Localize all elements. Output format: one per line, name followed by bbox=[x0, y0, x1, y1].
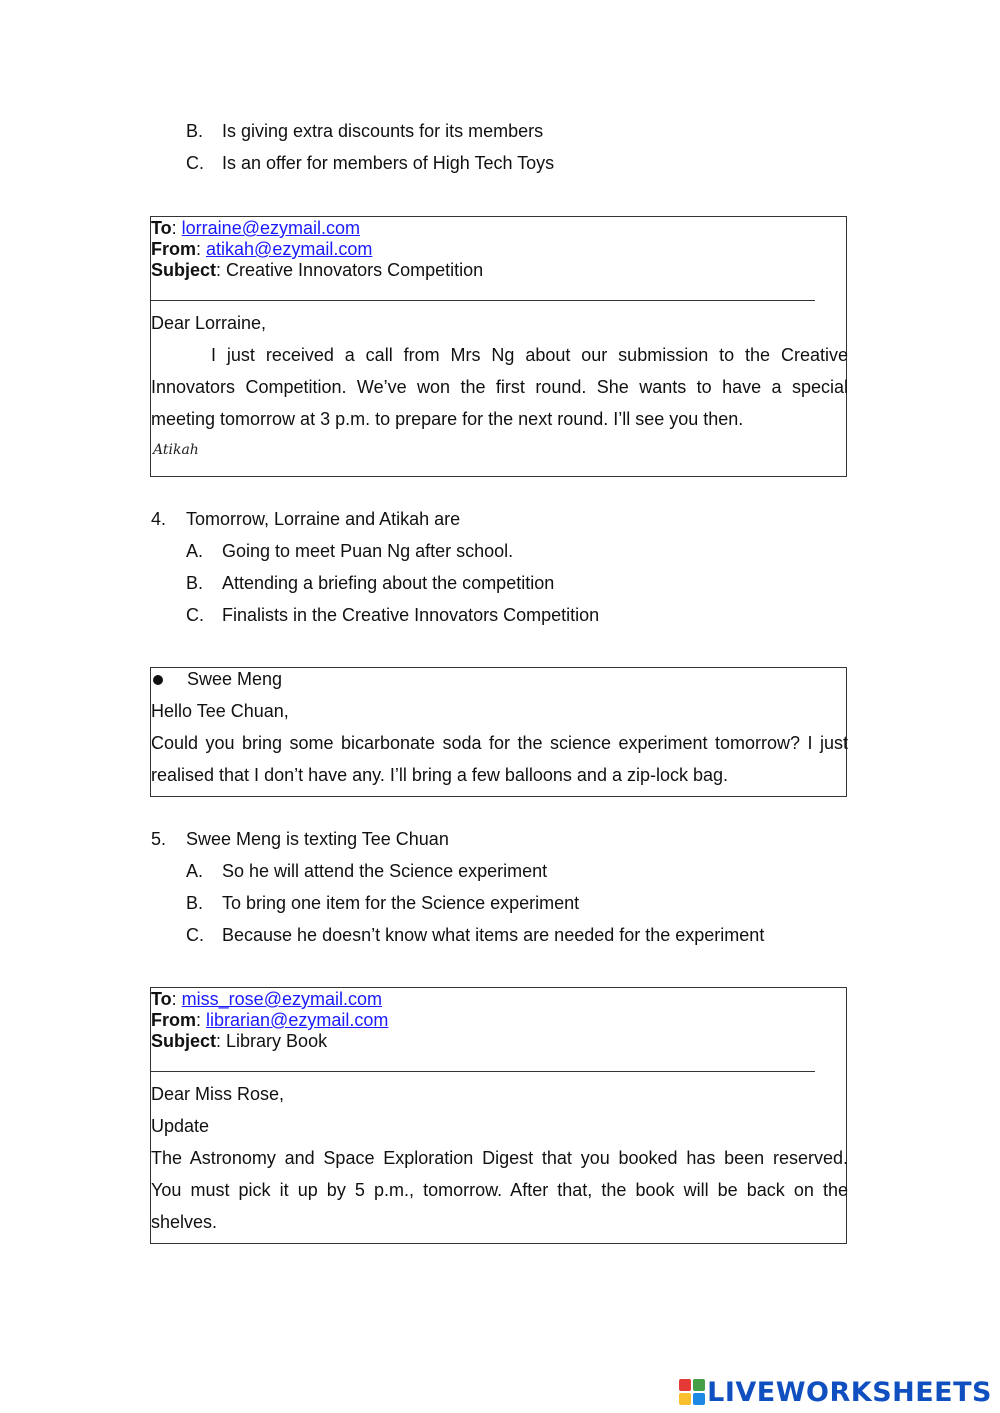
question-text: Tomorrow, Lorraine and Atikah are bbox=[186, 509, 461, 529]
message-sender: Swee Meng bbox=[153, 663, 282, 695]
option-prev-c[interactable] bbox=[186, 151, 554, 175]
logo-mark-icon bbox=[679, 1379, 705, 1405]
logo-tile bbox=[679, 1379, 691, 1391]
option-text: Is giving extra discounts for its members bbox=[222, 121, 544, 141]
option-text: To bring one item for the Science experiment bbox=[222, 893, 580, 913]
logo-tile bbox=[679, 1393, 691, 1405]
option-text: Attending a briefing about the competition bbox=[222, 573, 555, 593]
option-5c[interactable] bbox=[186, 923, 764, 947]
logo-tile bbox=[693, 1393, 705, 1405]
email-to: To: miss_rose@ezymail.com bbox=[151, 989, 382, 1009]
email-from-link[interactable]: atikah@ezymail.com bbox=[206, 239, 373, 259]
email-subject: Subject: Creative Innovators Competition bbox=[151, 260, 484, 280]
option-4a[interactable] bbox=[186, 539, 513, 563]
email-body-line: The Astronomy and Space Exploration Digest that you booked has been reserved. bbox=[151, 1148, 848, 1168]
email-body-line: meeting tomorrow at 3 p.m. to prepare for the next round. I’ll see you then. bbox=[151, 409, 744, 429]
email-divider bbox=[151, 1071, 815, 1072]
option-text: Because he doesn’t know what items are needed for the experiment bbox=[222, 925, 765, 945]
email-from: From: atikah@ezymail.com bbox=[151, 239, 373, 259]
option-letter: C. bbox=[186, 153, 204, 173]
email-box-1 bbox=[150, 216, 847, 477]
email-divider bbox=[151, 300, 815, 301]
email-from: From: librarian@ezymail.com bbox=[151, 1010, 389, 1030]
option-text: So he will attend the Science experiment bbox=[222, 861, 548, 881]
email-to-link[interactable]: lorraine@ezymail.com bbox=[181, 218, 360, 238]
email-from-link[interactable]: librarian@ezymail.com bbox=[206, 1010, 389, 1030]
email-body-line: Innovators Competition. We’ve won the first round. She wants to have a special bbox=[151, 377, 848, 397]
option-letter: A. bbox=[186, 541, 204, 561]
bullet-icon bbox=[153, 675, 163, 685]
question-number: 4. bbox=[151, 509, 167, 529]
option-text: Finalists in the Creative Innovators Competition bbox=[222, 605, 600, 625]
option-letter: B. bbox=[186, 121, 204, 141]
logo-text: LIVEWORKSHEETS bbox=[707, 1376, 992, 1408]
message-line: Could you bring some bicarbonate soda for the science experiment tomorrow? I just bbox=[151, 733, 848, 753]
option-letter: A. bbox=[186, 861, 204, 881]
option-4b[interactable] bbox=[186, 571, 554, 595]
option-4c[interactable] bbox=[186, 603, 599, 627]
email-subject: Subject: Library Book bbox=[151, 1031, 328, 1051]
email-subject-text: Library Book bbox=[226, 1031, 328, 1051]
question-text: Swee Meng is texting Tee Chuan bbox=[186, 829, 449, 849]
email-body-line: You must pick it up by 5 p.m., tomorrow. After that, the book will be back on the bbox=[151, 1180, 848, 1200]
email-body-line: shelves. bbox=[151, 1212, 218, 1232]
message-greeting: Hello Tee Chuan, bbox=[151, 701, 289, 721]
email-box-2 bbox=[150, 987, 847, 1244]
option-letter: C. bbox=[186, 925, 204, 945]
email-update: Update bbox=[151, 1116, 210, 1136]
option-letter: B. bbox=[186, 893, 204, 913]
question-4 bbox=[151, 507, 460, 531]
email-subject-text: Creative Innovators Competition bbox=[226, 260, 484, 280]
option-text: Going to meet Puan Ng after school. bbox=[222, 541, 514, 561]
email-to-link[interactable]: miss_rose@ezymail.com bbox=[181, 989, 382, 1009]
option-text: Is an offer for members of High Tech Toys bbox=[222, 153, 555, 173]
signature: Atikah bbox=[153, 442, 199, 458]
option-letter: C. bbox=[186, 605, 204, 625]
option-5b[interactable] bbox=[186, 891, 579, 915]
email-greeting: Dear Miss Rose, bbox=[151, 1084, 285, 1104]
option-5a[interactable] bbox=[186, 859, 547, 883]
email-greeting: Dear Lorraine, bbox=[151, 313, 267, 333]
message-line: realised that I don’t have any. I’ll bring a few balloons and a zip-lock bag. bbox=[151, 765, 729, 785]
email-to: To: lorraine@ezymail.com bbox=[151, 218, 360, 238]
question-5 bbox=[151, 827, 449, 851]
email-body-line: I just received a call from Mrs Ng about our submission to the Creative bbox=[211, 345, 848, 365]
option-prev-b[interactable] bbox=[186, 119, 543, 143]
question-number: 5. bbox=[151, 829, 167, 849]
option-letter: B. bbox=[186, 573, 204, 593]
text-message-box bbox=[150, 667, 847, 797]
logo-tile bbox=[693, 1379, 705, 1391]
liveworksheets-logo bbox=[679, 1375, 992, 1409]
